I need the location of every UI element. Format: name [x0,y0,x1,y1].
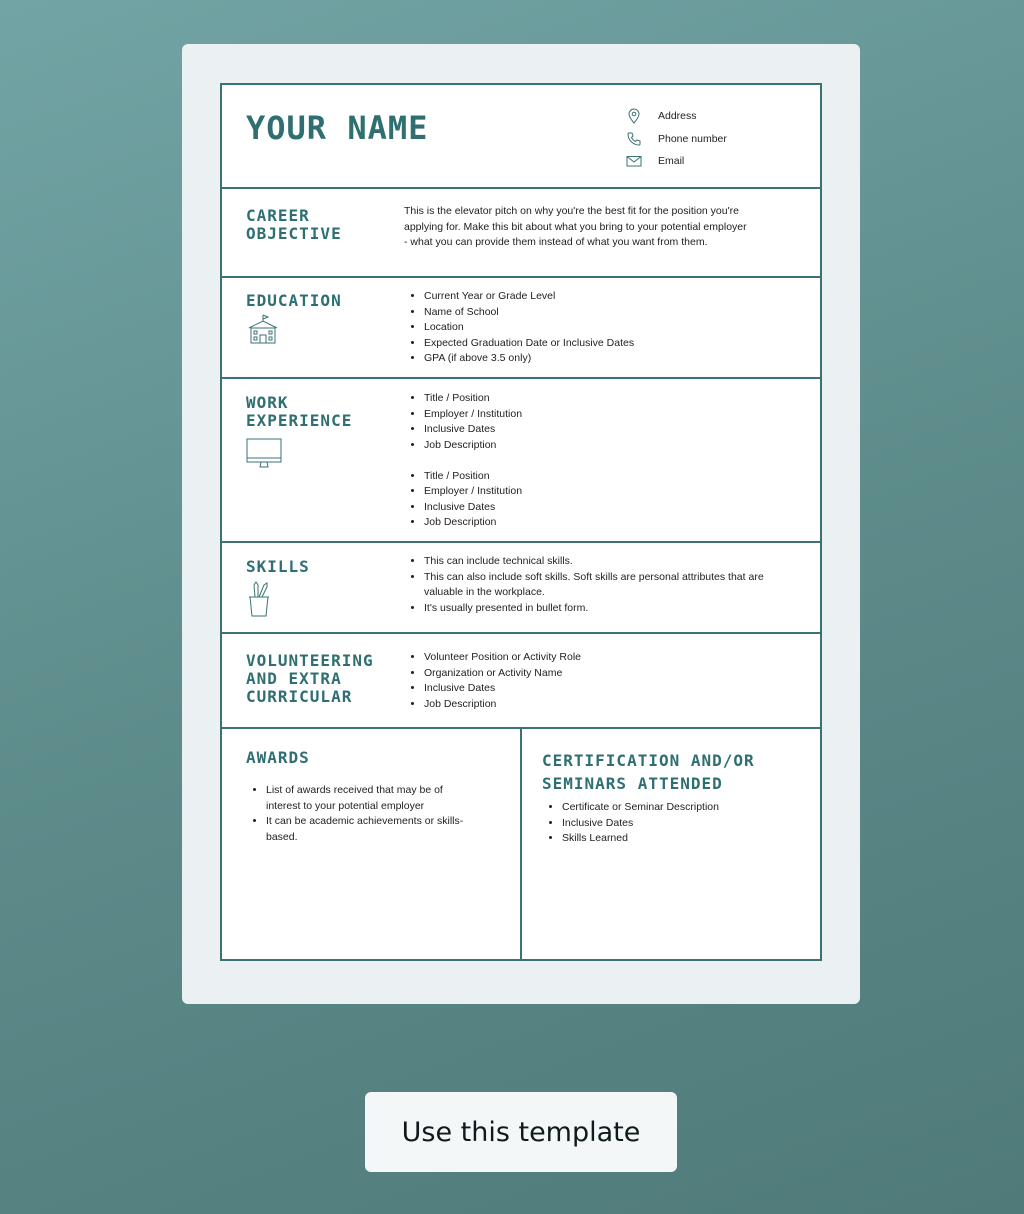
section-skills [222,543,820,634]
list-item: • Employer / Institution [424,484,522,500]
section-title: CAREER OBJECTIVE [246,206,342,243]
section-title: WORK EXPERIENCE [246,393,353,430]
contact-address [626,105,727,128]
list-item: • Employer / Institution [424,407,522,423]
bottom-sections [222,729,820,959]
list-item: • Job Description [424,438,522,454]
list-item: • Job Description [424,697,581,713]
list-item: • This can also include soft skills. Soft skills are personal attributes that are valuable in the workplace. [424,570,764,601]
list-item: • Job Description [424,515,522,531]
list-item: • Inclusive Dates [424,500,522,516]
list-item: • Inclusive Dates [424,681,581,697]
skills-list [404,554,764,616]
list-item: • Location [424,320,634,336]
awards-list [246,783,463,845]
section-education [222,278,820,379]
pencil-cup-icon [246,579,274,619]
contact-block [626,105,727,173]
address-text: Address [658,110,697,123]
section-title: EDUCATION [246,291,342,310]
resume-name: YOUR NAME [246,109,429,147]
list-item: • Title / Position [424,469,522,485]
contact-phone [626,128,727,151]
section-career-objective [222,189,820,278]
list-item: • It's usually presented in bullet form. [424,601,764,617]
section-title: SKILLS [246,557,310,576]
list-item: • Current Year or Grade Level [424,289,634,305]
template-preview-card[interactable] [182,44,860,1004]
email-text: Email [658,155,685,168]
job-list-2 [404,469,522,531]
list-item: • GPA (if above 3.5 only) [424,351,634,367]
use-template-button[interactable]: Use this template [365,1092,677,1172]
section-title: AWARDS [246,748,310,767]
education-list [404,289,634,367]
list-item: • Skills Learned [562,831,719,847]
section-work-experience [222,379,820,543]
list-item: • Inclusive Dates [424,422,522,438]
list-item: • Expected Graduation Date or Inclusive Dates [424,336,634,352]
monitor-icon [246,437,282,471]
objective-text: This is the elevator pitch on why you're the best fit for the position you're applying for. Make this bit about what you bring to your potential employer - what you can provide them instead of what you want from them. [404,205,747,248]
resume-header [222,85,820,189]
phone-text: Phone number [658,132,727,145]
contact-email [626,150,727,173]
list-item: • Inclusive Dates [562,816,719,832]
list-item: • Certificate or Seminar Description [562,800,719,816]
volunteering-list [404,650,581,712]
section-title: CERTIFICATION AND/OR SEMINARS ATTENDED [542,751,755,793]
certification-list [542,800,719,847]
resume-document [220,83,822,961]
job-list-1 [404,391,522,453]
list-item: • Title / Position [424,391,522,407]
list-item: • List of awards received that may be of interest to your potential employer [266,783,463,814]
list-item: • Volunteer Position or Activity Role [424,650,581,666]
list-item: • It can be academic achievements or skills- based. [266,814,463,845]
email-icon [626,153,642,169]
phone-icon [626,131,642,147]
section-volunteering [222,634,820,729]
list-item: • This can include technical skills. [424,554,764,570]
section-title: VOLUNTEERING AND EXTRA CURRICULAR [246,651,374,706]
column-divider [520,729,522,959]
work-lists [404,391,522,531]
location-pin-icon [626,108,642,124]
list-item: • Name of School [424,305,634,321]
school-icon [246,314,280,346]
list-item: • Organization or Activity Name [424,666,581,682]
